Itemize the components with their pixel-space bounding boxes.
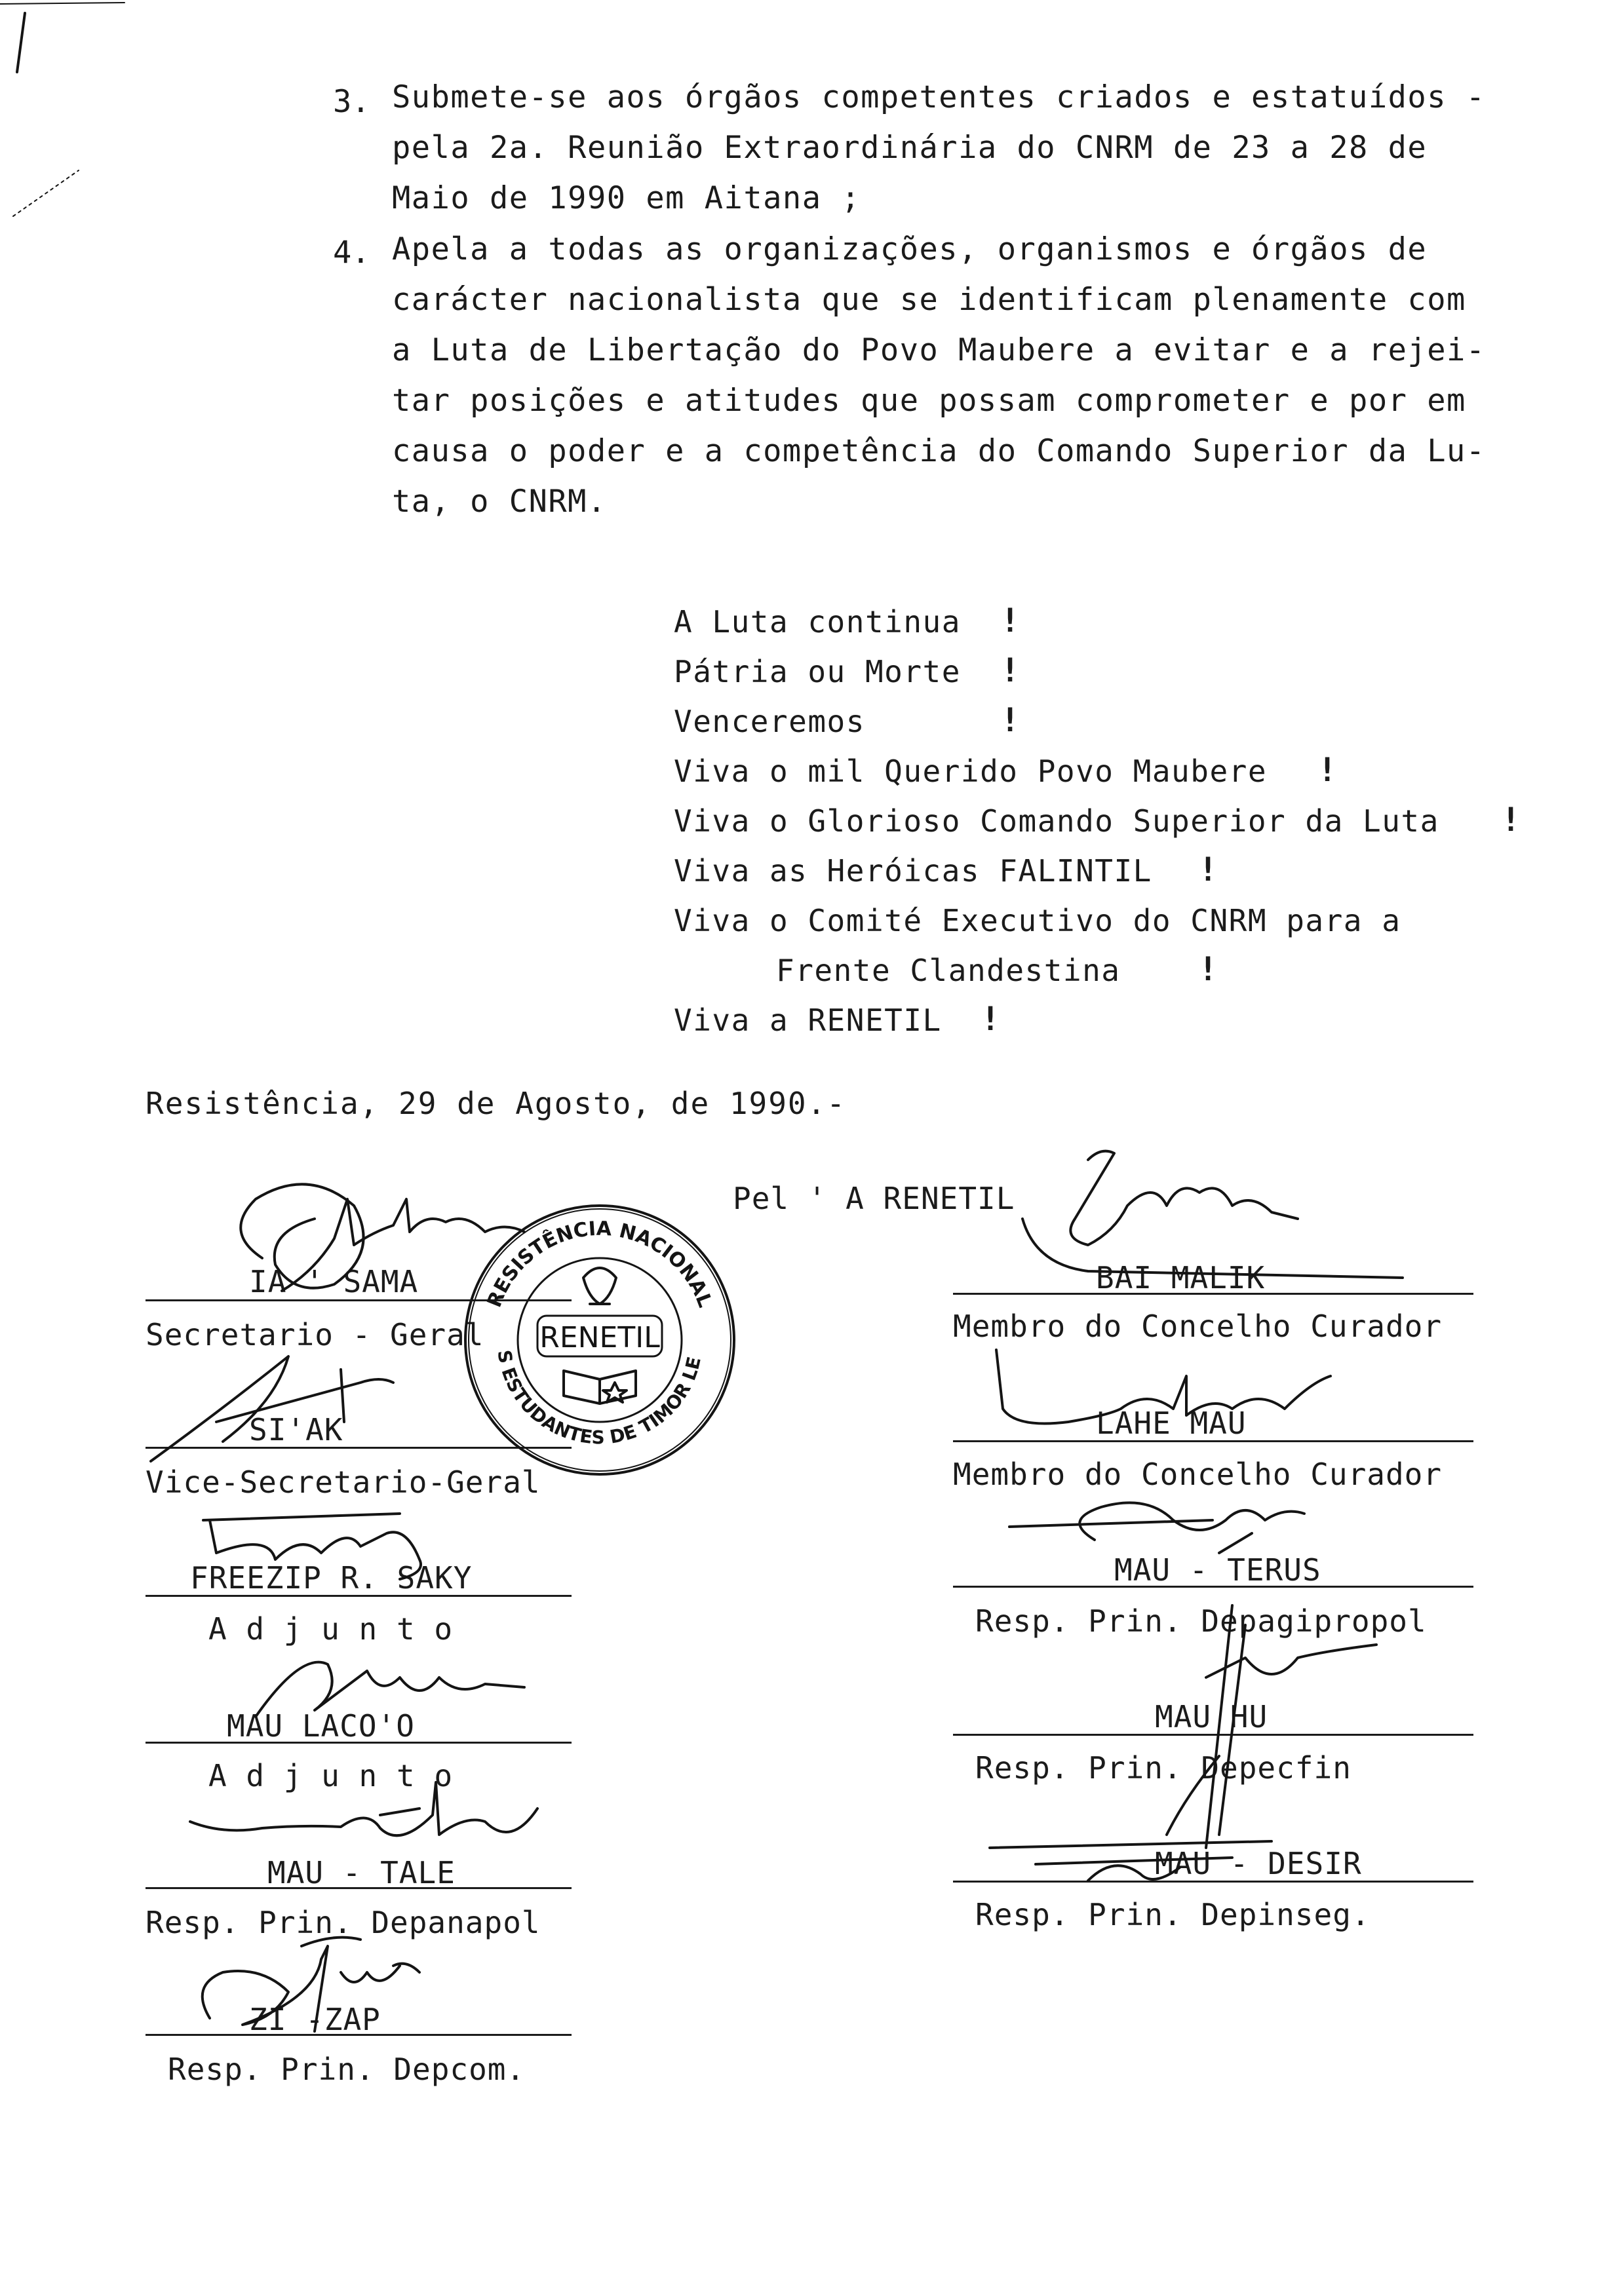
signatory-title: Membro do Concelho Curador [953,1457,1443,1492]
signature-siak [144,1330,419,1474]
signatory-name: FREEZIP R. SAKY [190,1560,473,1596]
exclamation-mark: ! [1000,602,1021,640]
signatory-title: Resp. Prin. Depinseg. [975,1897,1371,1932]
scan-mark [0,0,131,236]
stamp-ring-top: RESISTÊNCIA NACIONAL [482,1217,717,1311]
exclamation-mark: ! [1198,851,1218,889]
slogan: Viva a RENETIL [674,1003,942,1038]
exclamation-mark: ! [981,1000,1001,1038]
slogan: Viva o Comité Executivo do CNRM para a [674,903,1401,938]
signatory-name: MAU - TALE [267,1855,456,1890]
on-behalf-label: Pel ' A RENETIL [733,1181,1015,1216]
item-number: 4. [333,235,370,271]
item-line: Maio de 1990 em Aitana ; [392,180,861,216]
item-line: ta, o CNRM. [392,484,607,520]
exclamation-mark: ! [1000,701,1021,739]
stamp-ring-bottom: DOS ESTUDANTES DE TIMOR LESTE [451,1182,705,1449]
signatory-title: A d j u n t o [208,1758,454,1793]
signatory-name: MAU - TERUS [1114,1552,1321,1588]
slogan: Viva o mil Querido Povo Maubere [674,754,1268,789]
signature-bai-malik [1009,1140,1416,1297]
item-number: 3. [333,84,370,120]
signatory-name: IA ' SAMA [249,1264,419,1299]
signature-mau-desir [983,1828,1350,1900]
exclamation-mark: ! [1198,950,1218,988]
item-line: a Luta de Libertação do Povo Maubere a evitar e a rejei- [392,332,1486,368]
slogan: Pátria ou Morte [674,654,961,689]
signatory-title: Vice-Secretario-Geral [146,1464,541,1500]
item-line: tar posições e atitudes que possam comprometer e por em [392,383,1466,419]
exclamation-mark: ! [1000,651,1021,689]
signatory-name: ZI -ZAP [249,2002,381,2037]
slogan: Venceremos [674,704,865,739]
signature-lahe-mau [977,1337,1344,1442]
exclamation-mark: ! [1501,801,1521,839]
signature-line [146,1595,572,1597]
signatory-title: Membro do Concelho Curador [953,1309,1443,1344]
signatory-name: MAU - DESIR [1155,1846,1362,1881]
signature-line [146,1887,572,1889]
signature-mau-hu [1049,1599,1416,1861]
signature-mau-terus [1003,1481,1370,1612]
item-line: Apela a todas as organizações, organismos e órgãos de [392,231,1428,267]
slogan: Viva o Glorioso Comando Superior da Luta [674,803,1439,839]
slogan: Frente Clandestina [776,953,1121,988]
slogan: A Luta continua [674,604,961,640]
signatory-name: MAU HU [1155,1699,1268,1734]
signatory-title: Secretario - Geral [146,1317,484,1352]
signatory-name: SI'AK [249,1412,343,1447]
signatory-title: Resp. Prin. Depanapol [146,1905,541,1940]
signature-freezip [190,1507,452,1586]
item-line: Submete-se aos órgãos competentes criados e estatuídos - [392,79,1486,115]
signatory-title: A d j u n t o [208,1611,454,1647]
signatory-title: Resp. Prin. Depcom. [168,2052,526,2087]
book-star-icon [564,1371,636,1404]
exclamation-mark: ! [1317,751,1338,789]
item-line: causa o poder e a competência do Comando Superior da Lu- [392,433,1486,469]
signature-mau-tale [184,1769,551,1861]
item-line: carácter nacionalista que se identificam plenamente com [392,282,1466,318]
torch-icon [583,1268,616,1304]
slogan: Viva as Heróicas FALINTIL [674,853,1152,889]
signatory-name: MAU LACO'O [227,1708,415,1744]
signature-zi-zap [184,1920,459,2051]
signatory-name: BAI MALIK [1096,1260,1266,1295]
signatory-title: Resp. Prin. Depagipropol [975,1603,1427,1639]
stamp-center-label: RENETIL [539,1321,660,1354]
signature-mau-laco [249,1638,537,1743]
signatory-name: LAHE MAU [1096,1406,1247,1441]
place-date: Resistência, 29 de Agosto, de 1990.- [146,1086,846,1121]
signatory-title: Resp. Prin. Depecfin [975,1750,1352,1786]
item-line: pela 2a. Reunião Extraordinária do CNRM de 23 a 28 de [392,130,1428,166]
signature-ia-sama [184,1160,577,1317]
